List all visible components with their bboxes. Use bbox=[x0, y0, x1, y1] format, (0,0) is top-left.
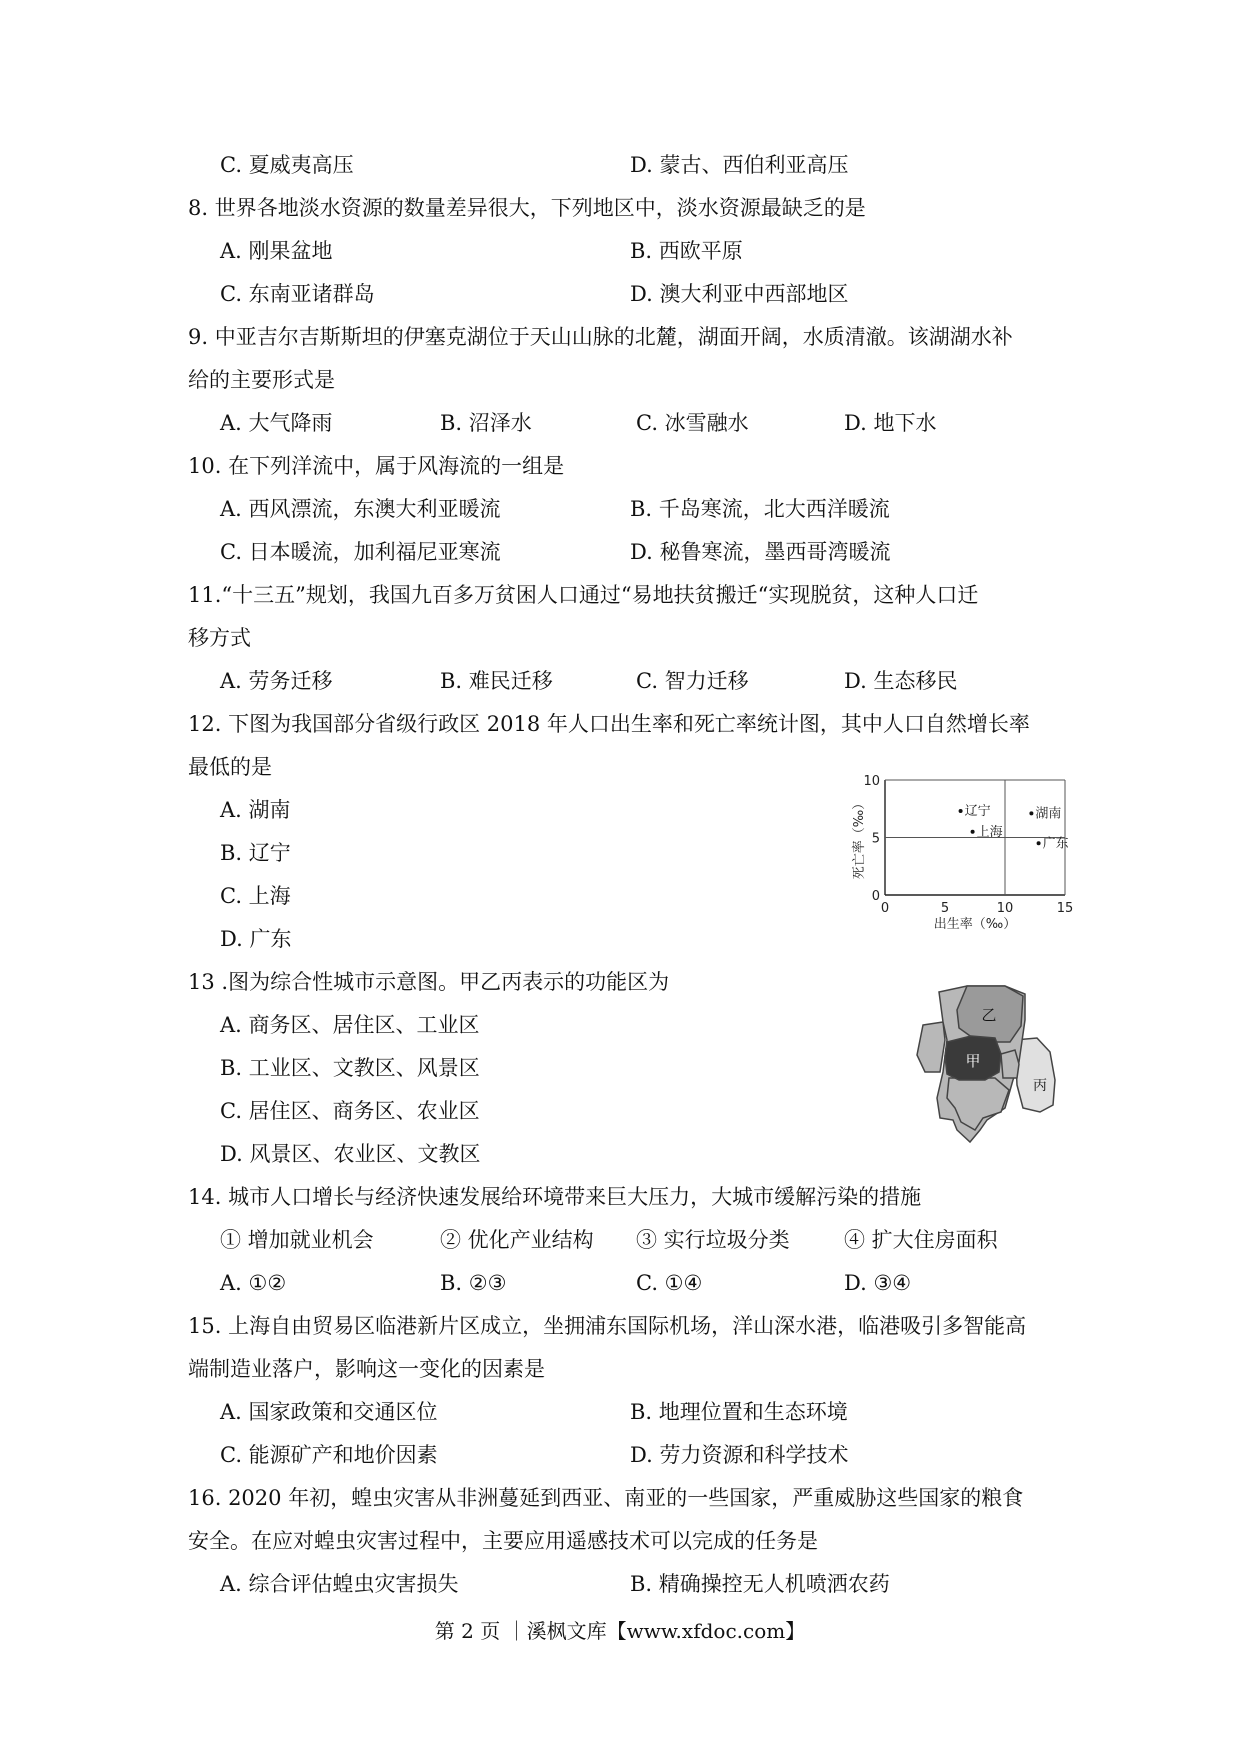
area-small bbox=[1001, 1050, 1019, 1078]
q11-option-c: C. 智力迁移 bbox=[636, 669, 749, 693]
q12-option-d: D. 广东 bbox=[220, 927, 292, 951]
x-axis-label: 出生率（‰） bbox=[933, 917, 1017, 932]
footer-separator: ｜ bbox=[506, 1619, 527, 1643]
point-label: 广东 bbox=[1042, 836, 1069, 852]
q8-option-a: A. 刚果盆地 bbox=[220, 239, 333, 263]
q13-stem: 13 .图为综合性城市示意图。甲乙丙表示的功能区为 bbox=[188, 970, 670, 994]
q15-stem-line-1: 15. 上海自由贸易区临港新片区成立，坐拥浦东国际机场，洋山深水港，临港吸引多智能高 bbox=[188, 1314, 1027, 1338]
q13-option-a: A. 商务区、居住区、工业区 bbox=[220, 1013, 480, 1037]
data-point bbox=[1029, 811, 1033, 815]
data-point bbox=[1037, 841, 1041, 845]
q16-stem-line-1: 16. 2020 年初，蝗虫灾害从非洲蔓延到西亚、南亚的一些国家，严重威胁这些国家的粮食 bbox=[188, 1486, 1024, 1510]
q9-option-c: C. 冰雪融水 bbox=[636, 411, 749, 435]
footer-site-link[interactable]: 溪枫文库【www.xfdoc.com】 bbox=[526, 1619, 806, 1643]
q14-item-3: ③ 实行垃圾分类 bbox=[636, 1228, 790, 1252]
data-point bbox=[959, 809, 963, 813]
q10-option-b: B. 千岛寒流，北大西洋暖流 bbox=[630, 497, 890, 521]
q11-option-b: B. 难民迁移 bbox=[440, 669, 553, 693]
q13-option-b: B. 工业区、文教区、风景区 bbox=[220, 1056, 480, 1080]
q7-option-d: D. 蒙古、西伯利亚高压 bbox=[630, 153, 849, 177]
q15-option-d: D. 劳力资源和科学技术 bbox=[630, 1443, 849, 1467]
q10-option-a: A. 西风漂流，东澳大利亚暖流 bbox=[220, 497, 501, 521]
q8-option-b: B. 西欧平原 bbox=[630, 239, 743, 263]
q14-option-c: C. ①④ bbox=[636, 1271, 703, 1295]
q15-option-c: C. 能源矿产和地价因素 bbox=[220, 1443, 438, 1467]
q9-option-b: B. 沼泽水 bbox=[440, 411, 532, 435]
q12-option-c: C. 上海 bbox=[220, 884, 291, 908]
q12-option-a: A. 湖南 bbox=[220, 798, 291, 822]
x-tick-label: 5 bbox=[940, 901, 950, 916]
y-tick-label: 5 bbox=[871, 831, 880, 847]
q16-stem-line-2: 安全。在应对蝗虫灾害过程中，主要应用遥感技术可以完成的任务是 bbox=[188, 1529, 818, 1553]
q13-option-d: D. 风景区、农业区、文教区 bbox=[220, 1142, 481, 1166]
city-map-svg bbox=[895, 980, 1070, 1155]
q10-option-d: D. 秘鲁寒流，墨西哥湾暖流 bbox=[630, 540, 891, 564]
page-footer bbox=[0, 1616, 1240, 1646]
q16-option-a: A. 综合评估蝗虫灾害损失 bbox=[220, 1572, 459, 1596]
q14-stem: 14. 城市人口增长与经济快速发展给环境带来巨大压力，大城市缓解污染的措施 bbox=[188, 1185, 922, 1209]
q12-stem-line-1: 12. 下图为我国部分省级行政区 2018 年人口出生率和死亡率统计图，其中人口自然增长率 bbox=[188, 712, 1030, 736]
label-jia: 甲 bbox=[965, 1052, 981, 1070]
q7-option-c: C. 夏威夷高压 bbox=[220, 153, 354, 177]
birth-death-rate-chart bbox=[845, 770, 1085, 940]
q14-item-1: ① 增加就业机会 bbox=[220, 1228, 374, 1252]
q8-stem: 8. 世界各地淡水资源的数量差异很大，下列地区中，淡水资源最缺乏的是 bbox=[188, 196, 866, 220]
q12-stem-line-2: 最低的是 bbox=[188, 755, 272, 779]
q15-option-b: B. 地理位置和生态环境 bbox=[630, 1400, 848, 1424]
q11-stem-line-2: 移方式 bbox=[188, 626, 251, 650]
q11-option-d: D. 生态移民 bbox=[844, 669, 958, 693]
q10-stem: 10. 在下列洋流中，属于风海流的一组是 bbox=[188, 454, 565, 478]
area-left bbox=[917, 1022, 945, 1072]
q9-stem-line-2: 给的主要形式是 bbox=[188, 368, 335, 392]
q15-stem-line-2: 端制造业落户，影响这一变化的因素是 bbox=[188, 1357, 545, 1381]
x-tick-label: 0 bbox=[880, 901, 890, 916]
footer-page-number: 第 2 页 bbox=[434, 1619, 501, 1643]
y-tick-label: 10 bbox=[863, 774, 880, 789]
data-point bbox=[971, 830, 975, 834]
q14-option-d: D. ③④ bbox=[844, 1271, 912, 1295]
q12-option-b: B. 辽宁 bbox=[220, 841, 291, 865]
city-function-map bbox=[895, 980, 1070, 1155]
q15-option-a: A. 国家政策和交通区位 bbox=[220, 1400, 438, 1424]
q14-item-4: ④ 扩大住房面积 bbox=[844, 1228, 998, 1252]
label-bing: 丙 bbox=[1033, 1078, 1047, 1094]
q11-stem-line-1: 11.“十三五”规划，我国九百多万贫困人口通过“易地扶贫搬迁“实现脱贫，这种人口迁 bbox=[188, 583, 979, 607]
point-label: 上海 bbox=[976, 824, 1003, 840]
q14-option-a: A. ①② bbox=[220, 1271, 287, 1295]
q9-stem-line-1: 9. 中亚吉尔吉斯斯坦的伊塞克湖位于天山山脉的北麓，湖面开阔，水质清澈。该湖湖水补 bbox=[188, 325, 1013, 349]
q13-option-c: C. 居住区、商务区、农业区 bbox=[220, 1099, 480, 1123]
q14-option-b: B. ②③ bbox=[440, 1271, 507, 1295]
q8-option-d: D. 澳大利亚中西部地区 bbox=[630, 282, 849, 306]
point-label: 湖南 bbox=[1035, 806, 1062, 822]
q10-option-c: C. 日本暖流，加利福尼亚寒流 bbox=[220, 540, 501, 564]
label-yi: 乙 bbox=[981, 1006, 997, 1024]
point-label: 辽宁 bbox=[964, 804, 991, 820]
x-tick-label: 10 bbox=[996, 901, 1014, 916]
y-axis-label: 死亡率（‰） bbox=[852, 796, 867, 880]
scatter-plot bbox=[845, 770, 1085, 940]
y-tick-label: 0 bbox=[871, 889, 880, 904]
q9-option-d: D. 地下水 bbox=[844, 411, 937, 435]
q11-option-a: A. 劳务迁移 bbox=[220, 669, 333, 693]
q14-item-2: ② 优化产业结构 bbox=[440, 1228, 594, 1252]
x-tick-label: 15 bbox=[1056, 901, 1074, 916]
q16-option-b: B. 精确操控无人机喷洒农药 bbox=[630, 1572, 890, 1596]
q8-option-c: C. 东南亚诸群岛 bbox=[220, 282, 375, 306]
q9-option-a: A. 大气降雨 bbox=[220, 411, 333, 435]
